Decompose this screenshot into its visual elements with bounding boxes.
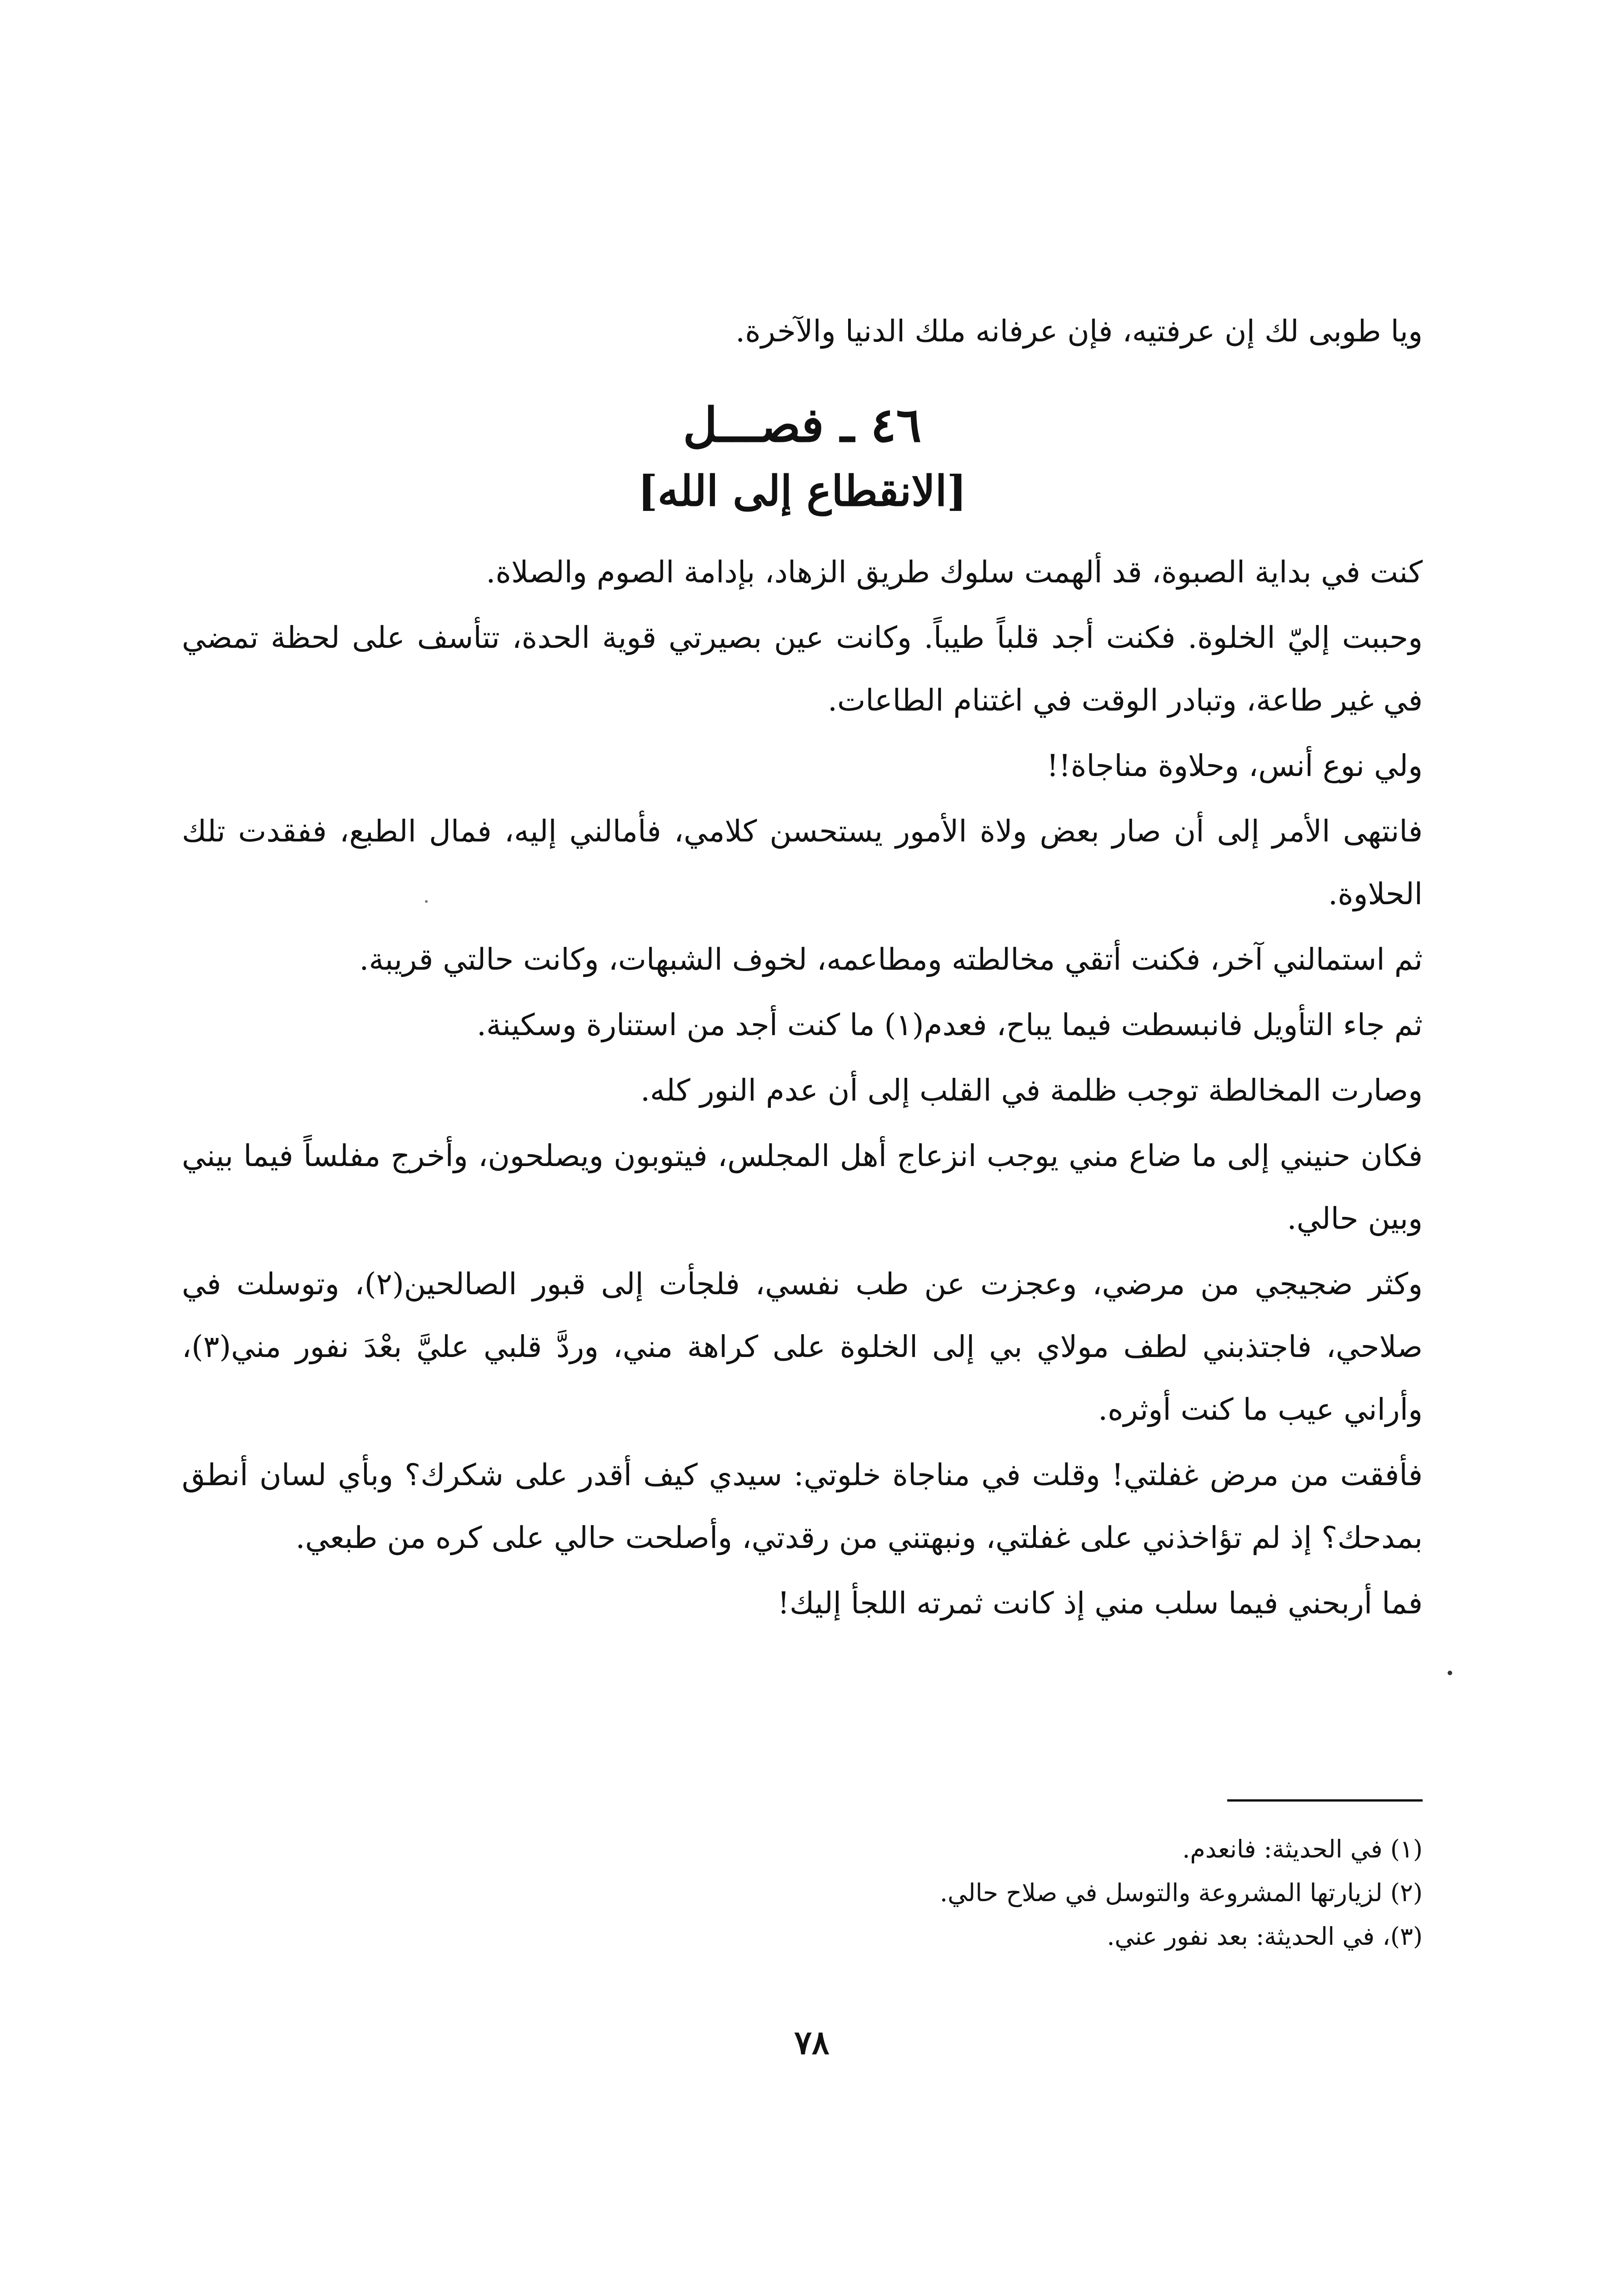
paragraph: فأفقت من مرض غفلتي! وقلت في مناجاة خلوتي: سيدي كيف أقدر على شكرك؟ وبأي لسان أنطق بمدحك؟ إذ لم تؤاخذني على غفلتي، ونبهتني من رقدتي، وأصلحت حالي على كره من طبعي. [182, 1457, 1423, 1555]
paragraph: ثم جاء التأويل فانبسطت فيما يباح، فعدم(١) ما كنت أجد من استنارة وسكينة. [476, 1007, 1423, 1042]
footnote-separator [1227, 1799, 1423, 1802]
page-number: ٧٨ [794, 2023, 829, 2062]
paragraph: وحببت إليّ الخلوة. فكنت أجد قلباً طيباً. وكانت عين بصيرتي قوية الحدة، تتأسف على لحظة تمضي في غير طاعة، وتبادر الوقت في اغتنام الطاعات. [182, 620, 1423, 718]
body-text [182, 541, 1423, 1635]
margin-speck [1448, 1671, 1452, 1675]
footnotes [182, 1827, 1423, 1958]
paragraph: وصارت المخالطة توجب ظلمة في القلب إلى أن عدم النور كله. [640, 1073, 1423, 1108]
footnote-2: (٢) لزيارتها المشروعة والتوسل في صلاح حالي. [939, 1878, 1423, 1907]
paragraph: كنت في بداية الصبوة، قد ألهمت سلوك طريق الزهاد، بإدامة الصوم والصلاة. [486, 555, 1423, 590]
paragraph: فكان حنيني إلى ما ضاع مني يوجب انزعاج أهل المجلس، فيتوبون ويصلحون، وأخرج مفلساً فيما بيني وبين حالي. [182, 1138, 1423, 1236]
intro-line: ويا طوبى لك إن عرفتيه، فإن عرفانه ملك الدنيا والآخرة. [735, 314, 1423, 349]
section-title: ٤٦ ـ فصـــل [683, 397, 922, 453]
paragraph: ولي نوع أنس، وحلاوة مناجاة!! [1046, 748, 1423, 783]
paragraph: ثم استمالني آخر، فكنت أتقي مخالطته ومطاعمه، لخوف الشبهات، وكانت حالتي قريبة. [359, 942, 1423, 977]
footnote-3: (٣)، في الحديثة: بعد نفور عني. [1107, 1922, 1423, 1951]
margin-speck [425, 900, 428, 903]
paragraph: فانتهى الأمر إلى أن صار بعض ولاة الأمور يستحسن كلامي، فأمالني إليه، فمال الطبع، ففقدت تلك الحلاوة. [182, 814, 1423, 911]
section-subtitle: [الانقطاع إلى الله] [638, 466, 967, 516]
footnote-1: (١) في الحديثة: فانعدم. [1182, 1835, 1423, 1863]
paragraph: فما أربحني فيما سلب مني إذ كانت ثمرته اللجأ إليك! [777, 1586, 1423, 1621]
paragraph: وكثر ضجيجي من مرضي، وعجزت عن طب نفسي، فلجأت إلى قبور الصالحين(٢)، وتوسلت في صلاحي، فاجتذبني لطف مولاي بي إلى الخلوة على كراهة مني، وردَّ قلبي عليَّ بعْدَ نفور مني(٣)، وأراني عيب ما كنت أوثره. [182, 1267, 1423, 1427]
